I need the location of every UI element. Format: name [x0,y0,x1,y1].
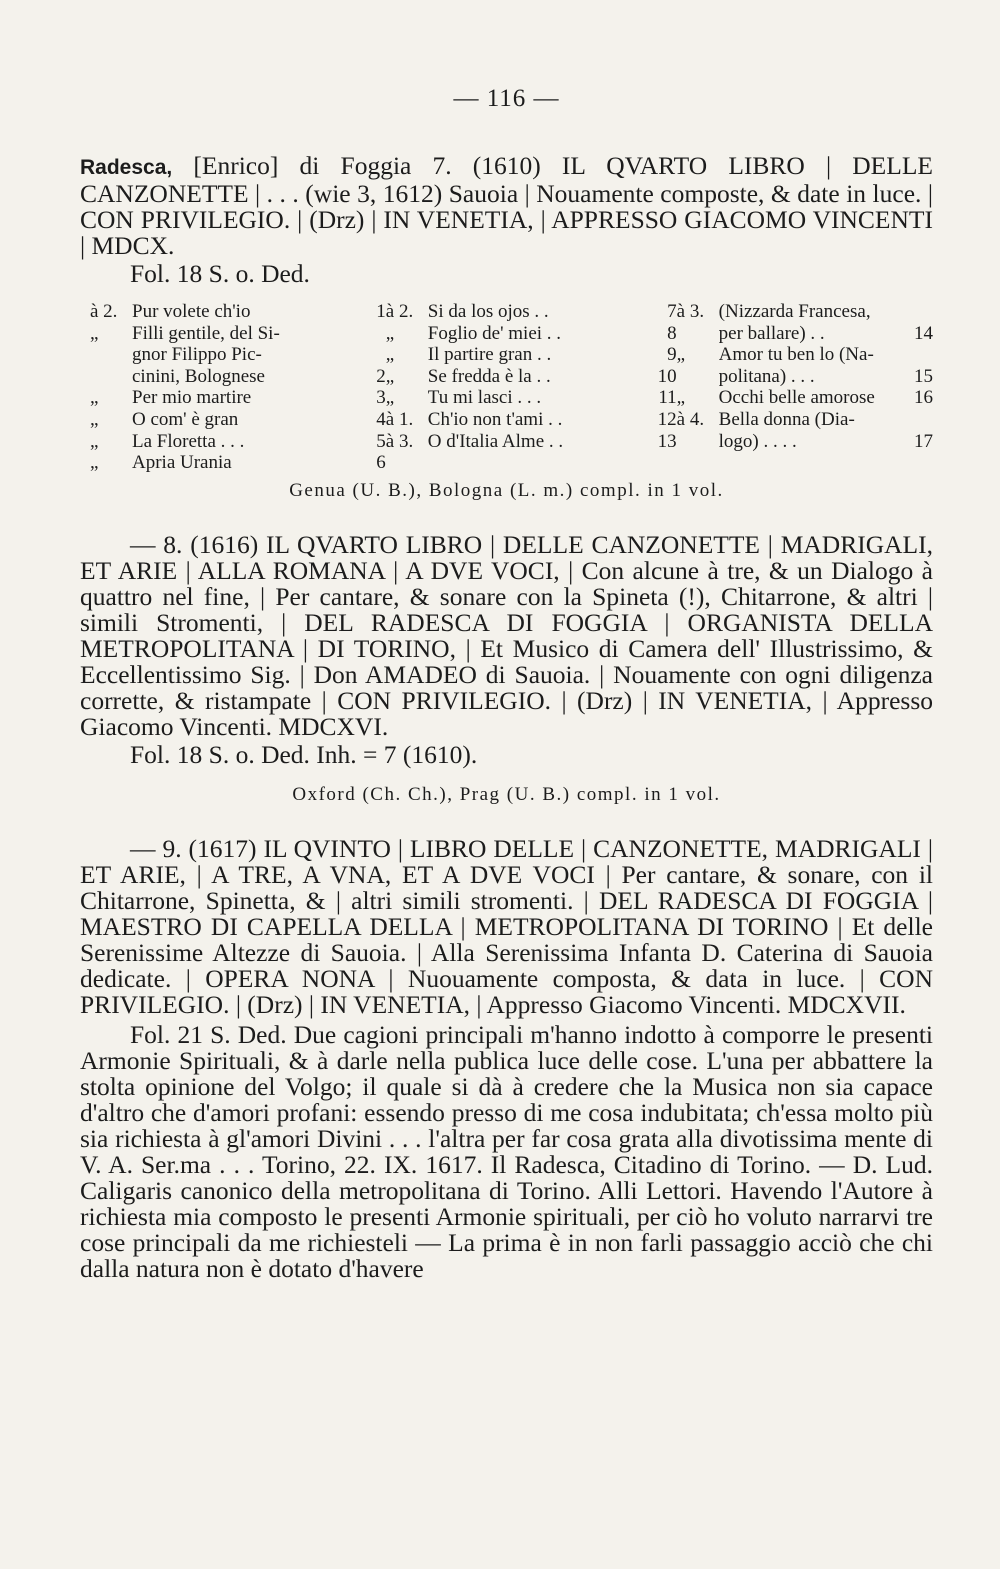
list-item: „ O com' è gran 4 [90,408,386,430]
list-item: „ Apria Urania 6 [90,452,386,474]
entry-9-format: Fol. 21 S. Ded. Due cagioni principali m'hanno indotto à comporre le presenti Armonie Spirituali, & à darle nella publica luce delle cose. L'una per abbattere la stolta opinione del Volgo; il quale si dà à credere che la Musica non sia capace d'altro che d'amori profani: essendo presso di me cosa indubitata; ch'essa molto più sia richiesta à gl'amori Divini . . . l'altra per far cosa grata alla divotissima mente di V. A. Ser.ma . . . Torino, 22. IX. 1617. Il Radesca, Citadino di Torino. — D. Lud. Caligaris canonico della metropolitana di Torino. Alli Lettori. Havendo l'Autore à richiesta mia composto le presenti Armonie spirituali, per ciò ho voluto narrarvi tre cose principali da me richiesteli — La prima è in non farli passaggio acciò che chi dalla natura non è dotato d'havere [80,1019,933,1283]
list-item: cinini, Bolognese 2 [132,365,386,387]
list-item: „ Se fredda è la . . 10 [385,365,677,387]
list-item: „ La Floretta . . . 5 [90,430,386,452]
holdings-8: Oxford (Ch. Ch.), Prag (U. B.) compl. in 1 vol. [292,783,721,805]
page-number: — 116 — [453,85,560,112]
list-item: à 3. (Nizzarda Francesa, [676,301,871,322]
list-item: logo) . . . . 17 [718,430,933,452]
entry-8: — 8. (1616) IL QVARTO LIBRO | DELLE CANZONETTE | MADRIGALI, ET ARIE | ALLA ROMANA | A DVE VOCI, | Con alcune à tre, & un Dialogo à quattro nel fine, | Per cantare, & sonare con la Spineta (!), Chitarrone, & altri | simili Stromenti, | DEL RADESCA DI FOGGIA | ORGANISTA DELLA METROPOLITANA | DI TORINO, | Et Musico di Camera dell' Illustrissimo, & Eccellentissimo Sig. | Don AMADEO di Sauoia. | Nouamente con ogni diligenza corrette, & ristampate | CON PRIVILEGIO. | (Drz) | IN VENETIA, | Appresso Giacomo Vincenti. MDCXVI. [80,529,933,741]
song-index-col-1 [90,301,386,474]
document-page [80,85,933,1282]
list-item: politana) . . . 15 [718,365,933,387]
song-index-col-3 [677,301,933,474]
list-item: à 2. Pur volete ch'io 1 [90,301,386,322]
list-item: „ Per mio martire 3 [90,387,386,409]
list-item: „ Foglio de' miei . . 8 [385,322,677,344]
list-item: gnor Filippo Pic- [132,344,262,366]
entry-8-format: Fol. 18 S. o. Ded. Inh. = 7 (1610). [130,739,478,769]
list-item: per ballare) . . 14 [718,322,933,344]
list-item: à 3. O d'Italia Alme . . 13 [385,430,677,452]
entry-7-format: Fol. 18 S. o. Ded. [130,259,310,288]
list-item: „ Filli gentile, del Si- [90,322,280,344]
list-item: „ Tu mi lasci . . . 11 [385,387,677,409]
song-index-col-2 [386,301,677,474]
holdings-7: Genua (U. B.), Bologna (L. m.) compl. in 1 vol. [289,479,724,501]
entry-7 [80,153,933,259]
list-item: à 4. Bella donna (Dia- [676,408,855,430]
entry-9: — 9. (1617) IL QVINTO | LIBRO DELLE | CANZONETTE, MADRIGALI | ET ARIE, | A TRE, A VNA, ET A DVE VOCI | Per cantare, & sonare, con il Chitarrone, Spinetta, & | altri simili stromenti. | DEL RADESCA DI FOGGIA | MAESTRO DI CAPELLA DELLA | METROPOLITANA DI TORINO | Et delle Serenissime Altezze di Sauoia. | Alla Serenissima Infanta D. Caterina di Sauoia dedicate. | OPERA NONA | Nuouamente composta, & data in luce. | CON PRIVILEGIO. | (Drz) | IN VENETIA, | Appresso Giacomo Vincenti. MDCXVII. [80,833,933,1019]
entry-7-text: [Enrico] di Foggia 7. (1610) IL QVARTO LIBRO | DELLE CANZONETTE | . . . (wie 3, 1612) Sauoia | Nouamente composte, & date in luce. | CON PRIVILEGIO. | (Drz) | IN VENETIA, | APPRESSO GIACOMO VINCENTI | MDCX. [80,151,933,260]
list-item: „ Occhi belle amorose 16 [676,387,933,409]
song-index [90,301,933,474]
list-item: à 2. Si da los ojos . . 7 [385,301,677,322]
author-name: Radesca, [80,156,173,179]
list-item: „ Amor tu ben lo (Na- [676,344,874,366]
list-item: à 1. Ch'io non t'ami . . 12 [385,408,677,430]
list-item: „ Il partire gran . . 9 [385,344,677,366]
